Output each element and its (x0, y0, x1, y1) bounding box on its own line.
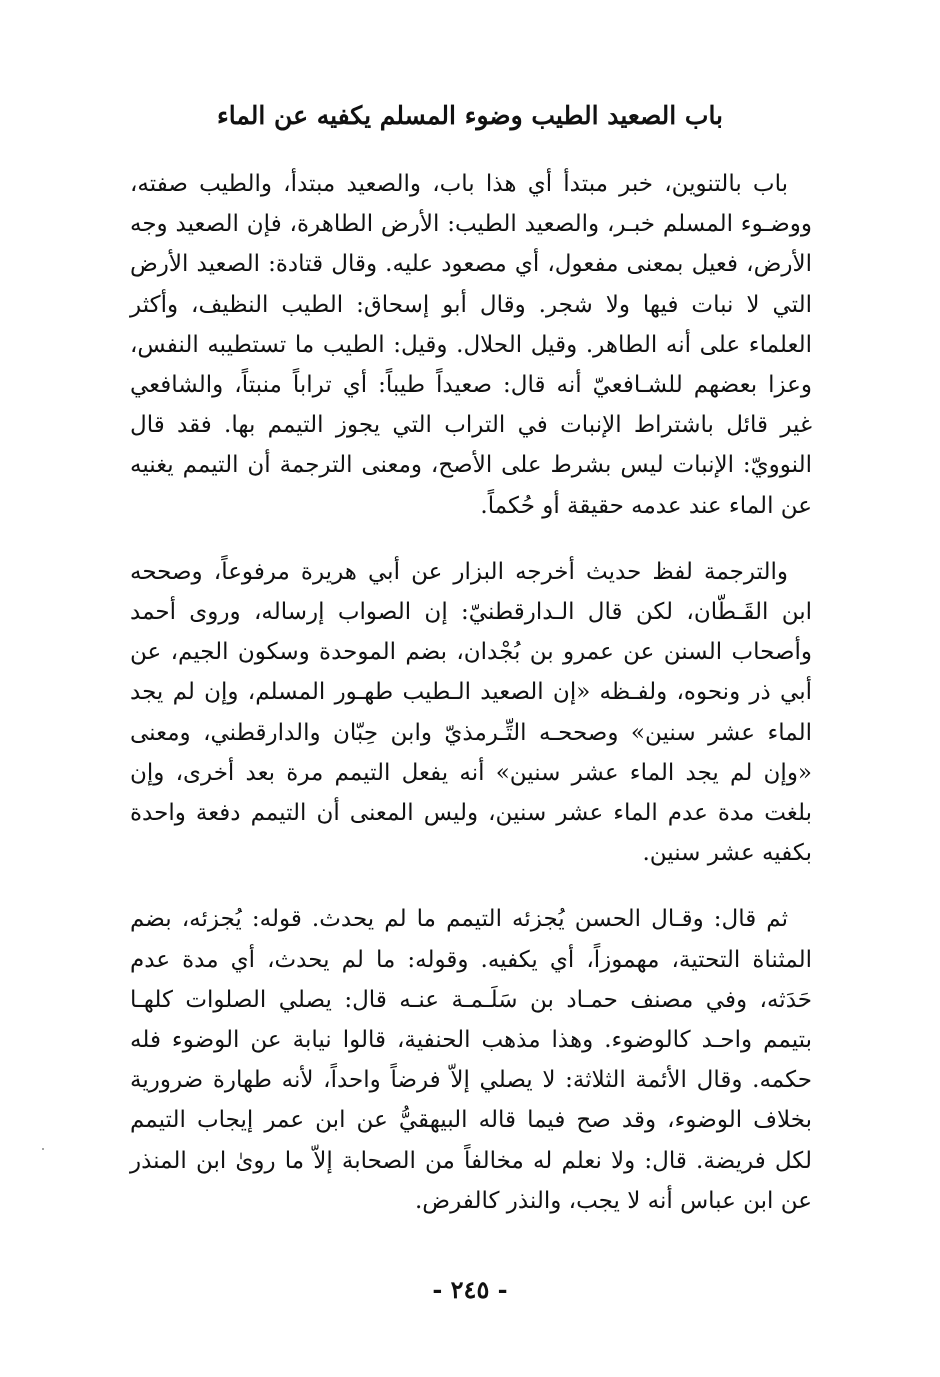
chapter-heading: باب الصعيد الطيب وضوء المسلم يكفيه عن الماء (216, 101, 724, 130)
page-number: - ٢٤٥ - (432, 1275, 508, 1304)
paragraph-1: باب بالتنوين، خبر مبتدأ أي هذا باب، والصعيد مبتدأ، والطيب صفته، ووضـوء المسلم خبـر، والصعيد الطيب: الأرض الطاهرة، فإن الصعيد وجه الأرض، فعيل بمعنى مفعول، أي مصعود عليه. وقال قتادة: الصعيد الأرض التي لا نبات فيها ولا شجر. وقال أبو إسحاق: الطيب النظيف، وأكثر العلماء على أنه الطاهر. وقيل الحلال. وقيل: الطيب ما تستطيبه النفس، وعزا بعضهم للشـافعيّ أنه قال: صعيداً طيباً: أي تراباً منبتاً، والشافعي غير قائل باشتراط الإنبات في التراب التي يجوز التيمم بها. فقد قال النوويّ: الإنبات ليس بشرط على الأصح، ومعنى الترجمة أن التيمم يغنيه عن الماء عند عدمه حقيقة أو حُكماً. (130, 171, 812, 519)
paragraph-3: ثم قال: وقـال الحسن يُجزئه التيمم ما لم يحدث. قوله: يُجزئه، بضم المثناة التحتية، مهموزاً، أي يكفيه. وقوله: ما لم يحدث، أي مدة عدم حَدَثه، وفي مصنف حمـاد بن سَلَـمـة عنـه قال: يصلي الصلوات كلهـا بتيمم واحـد كالوضوء. وهذا مذهب الحنفية، قالوا نيابة عن الوضوء فله حكمه. وقال الأئمة الثلاثة: لا يصلي إلاّ فرضاً واحداً، لأنه طهارة ضرورية بخلاف الوضوء، وقد صح فيما قاله البيهقيُّ عن ابن عمر إيجاب التيمم لكل فريضة. قال: ولا نعلم له مخالفاً من الصحابة إلاّ ما روىٰ ابن المنذر عن ابن عباس أنه لا يجب، والنذر كالفرض. (130, 906, 812, 1214)
paragraph-2: والترجمة لفظ حديث أخرجه البزار عن أبي هريرة مرفوعاً، وصححه ابن القَـطّان، لكن قال الـدارقطنيّ: إن الصواب إرساله، وروى أحمد وأصحاب السنن عن عمرو بن بُجْدان، بضم الموحدة وسكون الجيم، عن أبي ذر ونحوه، ولفـظه «إن الصعيد الـطيب طهـور المسلم، وإن لم يجد الماء عشر سنين» وصححـه التِّـرمذيّ وابن حِبّان والدارقطني، ومعنى «وإن لم يجد الماء عشر سنين» أنه يفعل التيمم مرة بعد أخرى، وإن بلغت مدة عدم الماء عشر سنين، وليس المعنى أن التيمم دفعة واحدة بكفيه عشر سنين. (130, 558, 812, 867)
scan-speck (42, 1148, 44, 1150)
body-text (130, 164, 812, 1221)
